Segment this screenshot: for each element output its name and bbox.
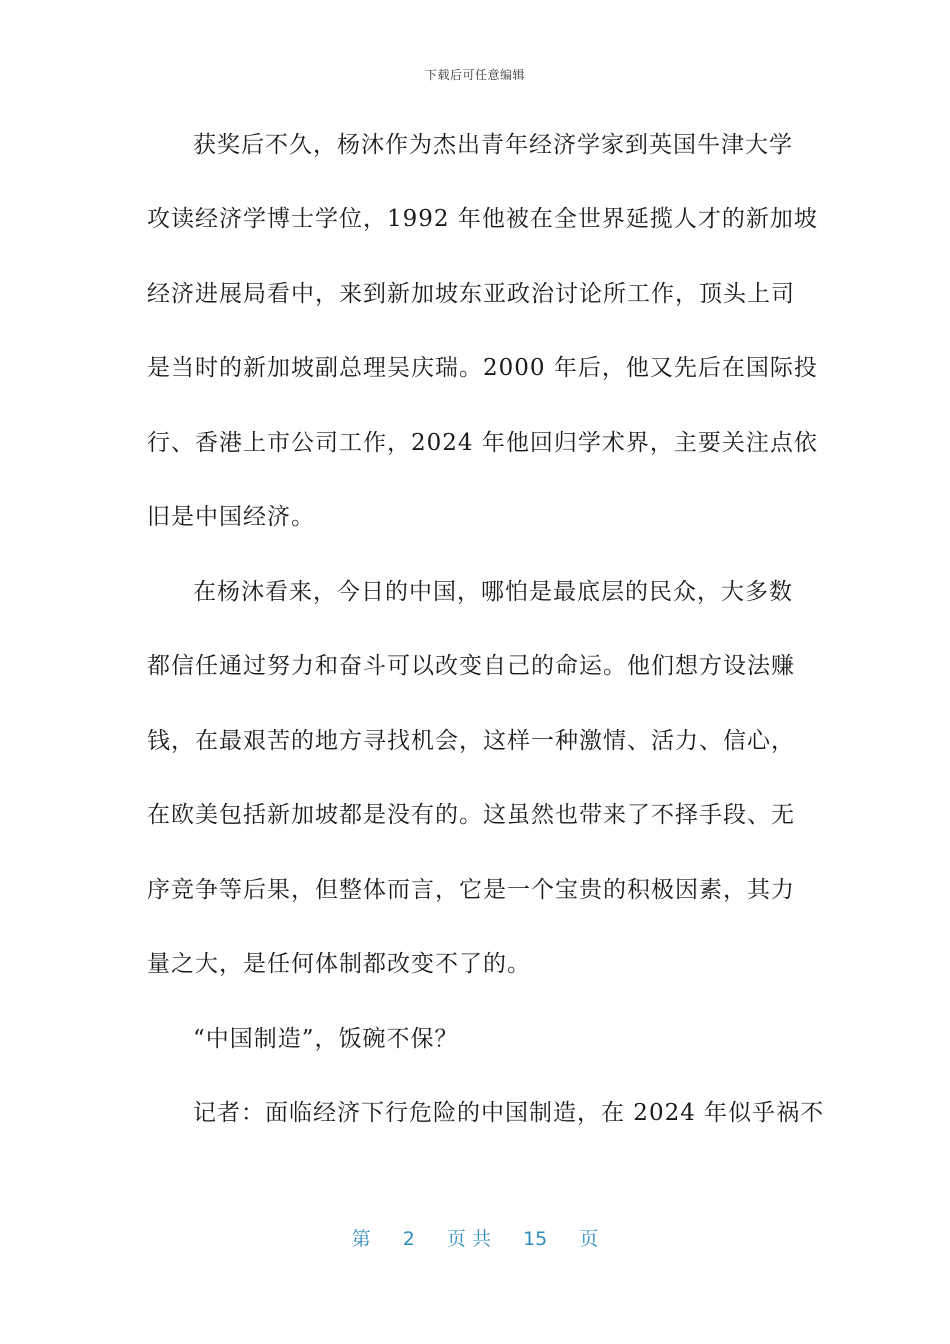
header-note: 下载后可任意编辑 bbox=[424, 68, 525, 82]
paragraph-line: 都信任通过努力和奋斗可以改变自己的命运。他们想方设法赚 bbox=[147, 653, 795, 680]
paragraph-line: 行、香港上市公司工作，2024 年他回归学术界，主要关注点依 bbox=[147, 429, 818, 456]
paragraph-line: 序竞争等后果，但整体而言，它是一个宝贵的积极因素，其力 bbox=[147, 876, 795, 903]
paragraph-line: 经济进展局看中，来到新加坡东亚政治讨论所工作，顶头上司 bbox=[147, 280, 795, 307]
paragraph-line: 获奖后不久，杨沐作为杰出青年经济学家到英国牛津大学 bbox=[193, 132, 793, 158]
page-mid: 页 共 bbox=[446, 1228, 491, 1250]
paragraph-line: 在欧美包括新加坡都是没有的。这虽然也带来了不择手段、无 bbox=[147, 802, 795, 829]
paragraph-line: 在杨沐看来，今日的中国，哪怕是最底层的民众，大多数 bbox=[193, 578, 793, 605]
paragraph-line: 钱，在最艰苦的地方寻找机会，这样一种激情、活力、信心， bbox=[147, 727, 795, 754]
page-footer bbox=[0, 1224, 950, 1251]
page-prefix: 第 bbox=[351, 1228, 371, 1250]
paragraph-line: 记者：面临经济下行危险的中国制造，在 2024 年似乎祸不 bbox=[193, 1100, 825, 1127]
page-suffix: 页 bbox=[579, 1228, 599, 1250]
paragraph-line: 量之大，是任何体制都改变不了的。 bbox=[147, 951, 531, 978]
total-pages: 15 bbox=[523, 1228, 548, 1250]
paragraph-line: 攻读经济学博士学位，1992 年他被在全世界延揽人才的新加坡 bbox=[147, 206, 818, 233]
page-number: 2 bbox=[402, 1228, 415, 1250]
body-text bbox=[147, 127, 825, 1170]
section-heading: “中国制造”，饭碗不保？ bbox=[193, 1025, 459, 1052]
paragraph-line: 旧是中国经济。 bbox=[147, 504, 315, 531]
paragraph-line: 是当时的新加坡副总理吴庆瑞。2000 年后，他又先后在国际投 bbox=[147, 355, 818, 382]
